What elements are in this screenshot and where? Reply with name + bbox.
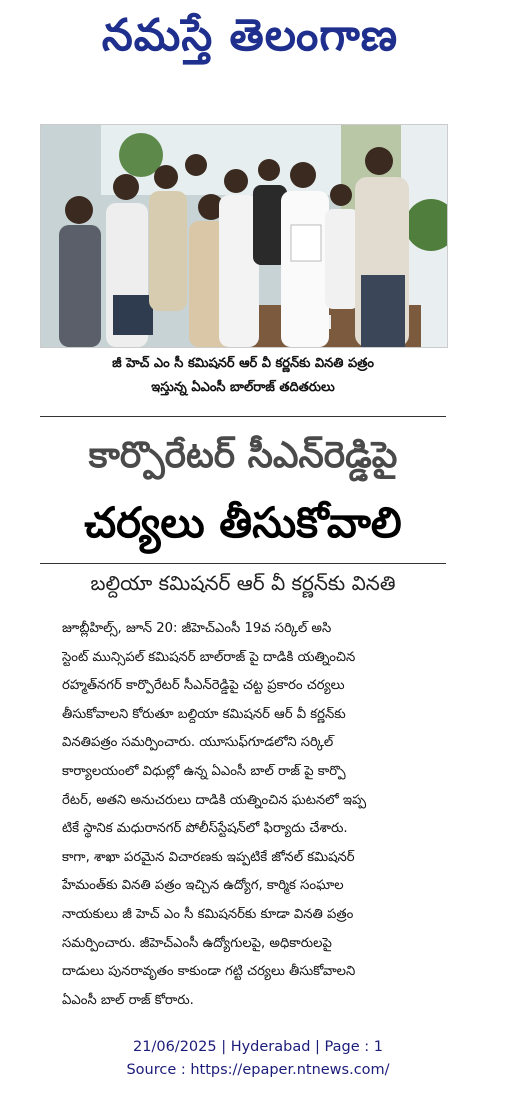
newspaper-masthead: నమస్తే తెలంగాణ xyxy=(101,10,399,61)
article-body xyxy=(62,615,446,1015)
headline-main: చర్యలు తీసుకోవాలి xyxy=(84,498,402,547)
body-line: జూబ్లీహిల్స్, జూన్ 20: జీహెచ్‌ఎంసీ 19వ సర్కిల్ అసి xyxy=(62,621,332,636)
caption-line: ఇస్తున్న ఏఎంసీ బాల్‌రాజ్ తదితరులు xyxy=(151,380,335,395)
body-line: టికే స్థానిక మధురానగర్ పోలీస్‌స్టేషన్‌లో ఫిర్యాదు చేశారు. xyxy=(62,821,348,837)
divider xyxy=(40,416,446,417)
body-line: స్టెంట్ మున్సిపల్ కమిషనర్ బాల్‌రాజ్ పై దాడికి యత్నించిన xyxy=(62,649,356,665)
subheadline: బల్దియా కమిషనర్ ఆర్ వీ కర్ణన్‌కు వినతి xyxy=(90,571,396,595)
photo-caption xyxy=(40,352,446,400)
body-line: దాడులు పునరావృతం కాకుండా గట్టి చర్యలు తీసుకోవాలని xyxy=(62,964,356,980)
body-line: ఏఎంసీ బాల్ రాజ్ కోరారు. xyxy=(62,992,194,1008)
footer-source: Source : https://epaper.ntnews.com/ xyxy=(126,1062,390,1078)
body-line: రహ్మత్‌నగర్ కార్పొరేటర్ సీఎన్‌రెడ్డిపై చట్ట ప్రకారం చర్యలు xyxy=(62,678,345,694)
footer-dateline: 21/06/2025 | Hyderabad | Page : 1 xyxy=(133,1039,383,1055)
body-line: వినతిపత్రం సమర్పించారు. యూసుఫ్‌గూడలోని సర్కిల్ xyxy=(62,735,334,751)
headline-kicker: కార్పొరేటర్ సీఎన్‌రెడ్డిపై xyxy=(88,435,398,476)
body-line: రేటర్, అతని అనుచరులు దాడికి యత్నించిన ఘటనలో ఇప్ప xyxy=(62,792,367,808)
body-line: సమర్పించారు. జీహెచ్‌ఎంసీ ఉద్యోగులపై, అధికారులపై xyxy=(62,935,332,951)
body-line: కాగా, శాఖా పరమైన విచారణకు ఇప్పటికే జోనల్ కమిషనర్ xyxy=(62,849,355,865)
body-line: హేమంత్‌కు వినతి పత్రం ఇచ్చిన ఉద్యోగ, కార్మిక సంఘాల xyxy=(62,878,344,894)
body-line: తీసుకోవాలని కోరుతూ బల్దియా కమిషనర్ ఆర్ వీ కర్ణన్‌కు xyxy=(62,706,346,722)
body-line: కార్యాలయంలో విధుల్లో ఉన్న ఏఎంసీ బాల్ రాజ్ పై కార్పొ xyxy=(62,763,346,779)
caption-line: జీ హెచ్ ఎం సీ కమిషనర్ ఆర్ వీ కర్ణన్‌కు వినతి పత్రం xyxy=(112,356,374,371)
body-line: నాయకులు జీ హెచ్ ఎం సీ కమిషనర్‌కు కూడా వినతి పత్రం xyxy=(62,906,354,922)
news-photo xyxy=(40,124,448,348)
